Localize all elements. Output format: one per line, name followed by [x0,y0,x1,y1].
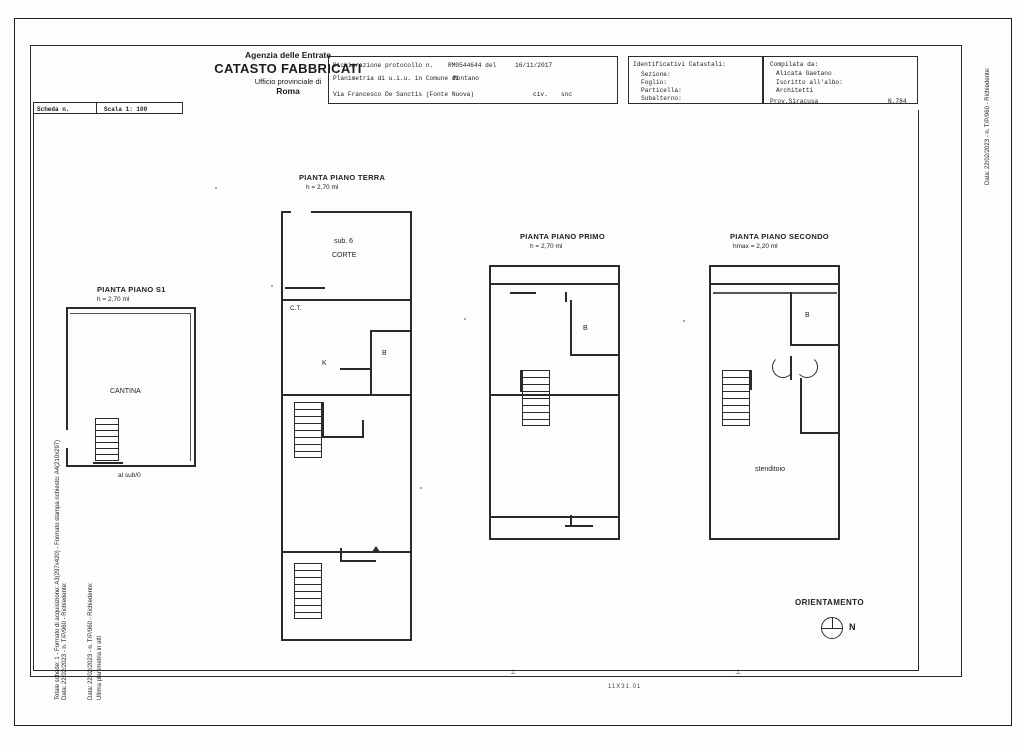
plan-height-piano-terra: h = 2,70 ml [306,184,339,191]
s1-wall-bottom [66,465,196,467]
address-label: Via Francesco De Sanctis (Fonte Nuova) [333,91,475,98]
terra-room-k: K [322,360,327,367]
primo-wall-small [565,292,567,302]
terra-court-bottom [281,299,412,301]
primo-wall-right [618,265,620,540]
planimetry-value: Montano [453,75,479,82]
secondo-wall-left [709,265,711,540]
terra-partition-bath-top [370,330,411,332]
cadastral-row-2-label: Particella: [641,87,682,94]
plan-title-piano-terra: PIANTA PIANO TERRA [299,173,386,182]
scala-label: Scala 1: 100 [104,105,148,113]
secondo-door-jamb [790,356,792,380]
s1-wall-top [66,307,196,309]
terra-wall-bottom [281,639,412,641]
office-label: Ufficio provinciale di [254,76,322,86]
secondo-wall-right [838,265,840,540]
secondo-wall-bottom [709,538,840,540]
compiled-province: Prov.Siracusa [770,98,819,105]
terra-window-1 [291,211,311,213]
s1-stair-base [93,462,123,464]
s1-inner-line [70,313,190,314]
orientation-north-label: N [849,622,856,632]
secondo-room-b: B [805,312,810,319]
primo-window-bottom-v [570,515,572,527]
terra-room-b: B [382,350,387,357]
plan-height-piano-primo: h = 2,70 ml [530,243,563,250]
orientation-needle [821,628,843,629]
terra-room-sub6: sub. 6 [334,238,354,245]
primo-wall-bottom [489,538,620,540]
left-margin-line2: Data: 22/02/2023 - n. T/P/960 - Richiedente: [88,582,94,700]
compiled-role: Architetti [776,87,814,94]
plan-height-piano-s1: h = 2,70 ml [97,296,130,303]
protocol-label: Dichiarazione protocollo n. [333,62,434,69]
plan-title-piano-primo: PIANTA PIANO PRIMO [520,232,605,241]
s1-wall-right [194,307,196,467]
tick-mark-right: ⊥ [735,669,742,676]
terra-wall-right [410,301,412,641]
cadastral-row-3-label: Subalterno: [641,95,682,102]
artifact-speck-1 [215,187,217,189]
tick-mark-left: ⊥ [510,669,517,676]
artifact-speck-4 [464,318,466,320]
terra-court-ct-wall [285,287,325,289]
primo-partition-bath-v [570,300,572,356]
secondo-partition-v2 [800,378,802,434]
left-margin-line3: Totale schede: 1 - Formato di acquisizione: A3(297x420) - Formato stampa richiesto: A4(210x297) [55,439,61,700]
compiled-register: Iscritto all'albo: [776,79,843,86]
orientation-label: ORIENTAMENTO [795,598,864,607]
scheda-scala-box [33,102,183,114]
left-margin-line1: Ultima planimetria in atti [97,635,103,700]
primo-window-top [510,292,536,294]
s1-staircase [95,418,119,460]
compiled-header: Compilata da: [770,61,819,68]
terra-court-left [281,211,283,301]
cadastral-header: Identificativi Catastali: [633,61,726,68]
secondo-partition-bath-v [790,292,792,346]
header-block [33,46,917,113]
agency-name: Agenzia delle Entrate [245,50,331,60]
terra-staircase-1 [294,402,322,457]
orientation-needle-v [832,617,833,628]
terra-staircase-2 [294,563,322,618]
primo-partition-low [491,516,619,518]
scheda-label: Scheda n. [37,105,70,113]
primo-partition-mid [491,394,619,396]
plan-height-piano-secondo: hmax = 2,20 ml [733,243,778,250]
terra-entrance-arrow-icon [372,546,380,552]
terra-partition-bath [370,330,372,394]
terra-partition-low [283,551,411,553]
terra-stair-wall-h [322,436,364,438]
compiled-number: N.784 [888,98,907,105]
terra-entry-wall-h [340,560,376,562]
cadastral-row-1-label: Foglio: [641,79,667,86]
protocol-value: RM0544644 del [448,62,497,69]
artifact-speck-3 [420,487,422,489]
primo-staircase [522,370,550,425]
plan-title-piano-s1: PIANTA PIANO S1 [97,285,166,294]
terra-wall-left [281,301,283,641]
scheda-divider [96,103,97,113]
artifact-speck-2 [271,285,273,287]
s1-room-cantina: CANTINA [110,388,141,395]
terra-room-corte: CORTE [332,252,357,259]
civ-value: snc [561,91,573,98]
office-city: Roma [276,86,300,97]
protocol-date: 16/11/2017 [515,62,553,69]
terra-court-right [410,211,412,301]
plan-title-piano-secondo: PIANTA PIANO SECONDO [730,232,829,241]
secondo-room-stenditoio: stenditoio [755,466,785,473]
planimetry-label: Planimetria di u.i.u. in Comune di [333,75,460,82]
secondo-wall-top [709,265,840,267]
primo-wall-top [489,265,620,267]
secondo-stair-wall [750,370,752,390]
bottom-dimension: 11X31.01 [608,684,642,690]
drawing-frame-inner [33,110,919,671]
secondo-inner-line [713,292,837,294]
s1-door-opening [66,430,69,448]
catasto-title: CATASTO FABBRICATI [214,60,362,76]
left-margin-line2b: Data: 22/02/2023 - n. T/P/960 - Richiedente: [62,582,68,700]
secondo-partition-top [711,283,839,285]
terra-stair-wall [322,402,324,438]
s1-inner-line-right [190,313,191,461]
primo-stair-wall [520,370,522,392]
artifact-speck-5 [683,320,685,322]
primo-partition-bath-h [570,354,619,356]
compiled-name: Alicata Gaetano [776,70,832,77]
primo-wall-left [489,265,491,540]
terra-room-ct: C.T. [290,305,302,312]
terra-window-2 [340,551,341,552]
secondo-door-arc-2 [796,356,818,378]
civ-label: civ. [533,91,548,98]
cadastral-row-0-label: Sezione: [641,71,671,78]
primo-partition-top [491,283,619,285]
secondo-staircase [722,370,750,425]
right-margin-line1: Data: 22/02/2023 - n. T/P/960 - Richiedente: [985,67,991,185]
terra-partition-k [340,368,372,370]
secondo-partition-h2 [800,432,838,434]
s1-label-al-sub0: al sub/0 [118,472,141,479]
primo-room-b: B [583,325,588,332]
terra-stair-wall-v2 [362,420,364,438]
secondo-partition-bath-h [790,344,838,346]
terra-partition-mid [283,394,411,396]
